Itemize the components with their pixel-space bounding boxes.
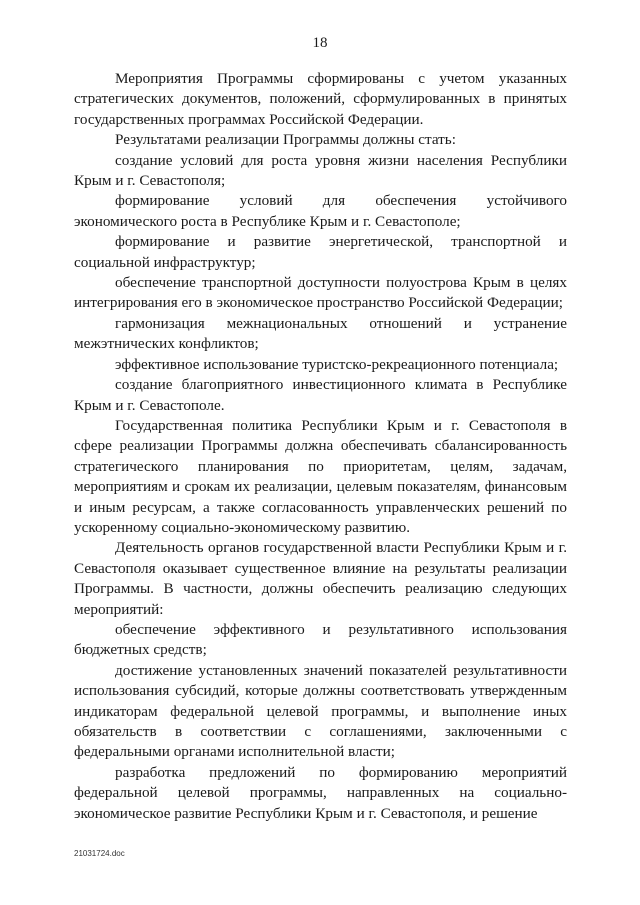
list-item: обеспечение транспортной доступности полуострова Крым в целях интегрирования его в экономическое пространство Российской Федерации; bbox=[74, 274, 567, 312]
paragraph: Государственная политика Республики Крым и г. Севастополя в сфере реализации Программы должна обеспечивать сбалансированность стратегического планирования по приоритетам, целям, задачам, мероприятиям и срокам их реализации, целевым показателям, финансовым и иным ресурсам, а также согласованность управленческих решений по ускоренному социально-экономическому развитию. bbox=[74, 416, 567, 536]
list-item: разработка предложений по формированию мероприятий федеральной целевой программы, направленных на социально-экономическое развитие Республики Крым и г. Севастополя, и решение bbox=[74, 763, 567, 822]
list-item: гармонизация межнациональных отношений и устранение межэтнических конфликтов; bbox=[74, 314, 567, 353]
list-item: формирование и развитие энергетической, транспортной и социальной инфраструктур; bbox=[74, 233, 567, 271]
paragraph: Деятельность органов государственной власти Республики Крым и г. Севастополя оказывает существенное влияние на результаты реализации Программы. В частности, должны обеспечить реализацию следующих мероприятий: bbox=[74, 539, 567, 618]
document-body bbox=[74, 69, 567, 824]
list-item: достижение установленных значений показателей результативности использования субсидий, которые должны соответствовать утвержденным индикаторам федеральной целевой программы, и выполнение иных обязательств в соответствии с соглашениями, заключенными с федеральными органами исполнительной власти; bbox=[74, 661, 567, 761]
list-item: формирование условий для обеспечения устойчивого экономического роста в Республике Крым и г. Севастополе; bbox=[74, 192, 567, 230]
paragraph: Результатами реализации Программы должны стать: bbox=[115, 131, 456, 149]
document-filename: 21031724.doc bbox=[74, 849, 125, 858]
list-item: эффективное использование туристско-рекреационного потенциала; bbox=[115, 355, 559, 373]
page-number: 18 bbox=[312, 35, 328, 51]
paragraph: Мероприятия Программы сформированы с учетом указанных стратегических документов, положений, сформулированных в принятых государственных программах Российской Федерации. bbox=[74, 70, 567, 128]
list-item: обеспечение эффективного и результативного использования бюджетных средств; bbox=[74, 620, 567, 659]
list-item: создание благоприятного инвестиционного климата в Республике Крым и г. Севастополе. bbox=[74, 376, 567, 414]
list-item: создание условий для роста уровня жизни населения Республики Крым и г. Севастополя; bbox=[74, 151, 567, 190]
